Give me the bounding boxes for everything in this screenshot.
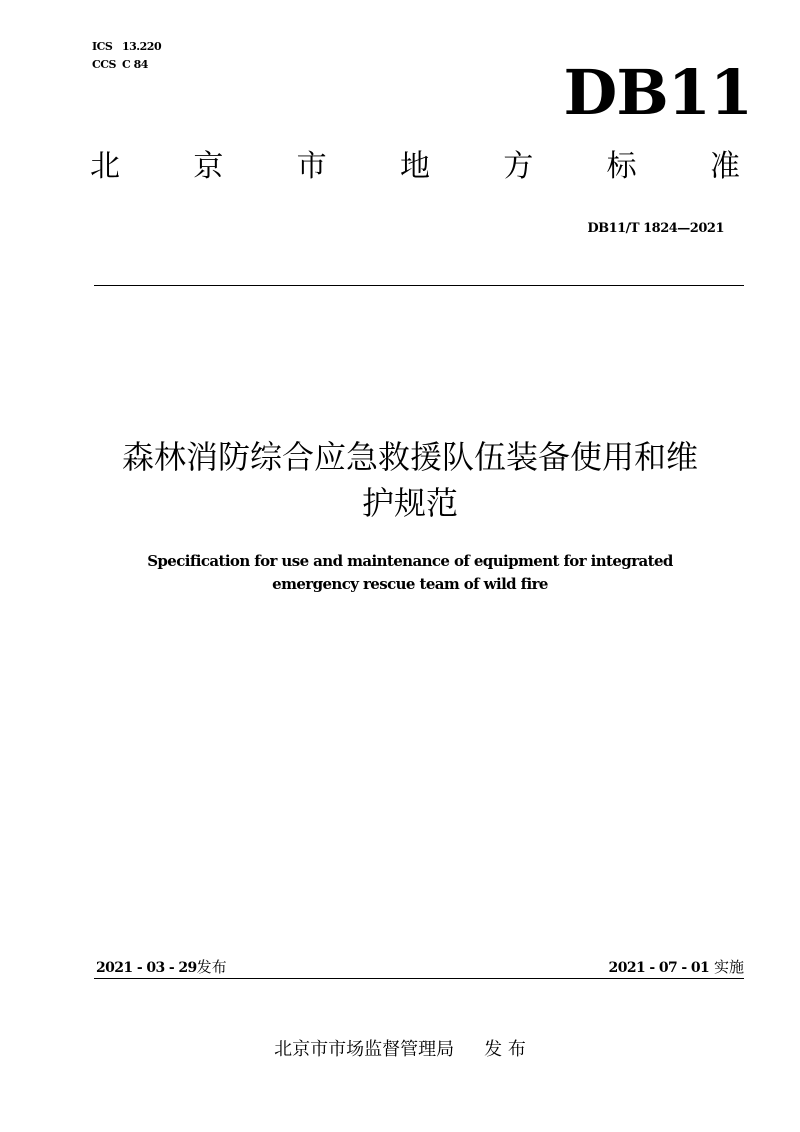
standard-type-char: 地 <box>399 149 430 184</box>
english-title <box>70 550 750 596</box>
publisher <box>0 1035 800 1061</box>
publisher-name: 北京市市场监督管理局 <box>274 1039 455 1060</box>
ccs-code <box>92 58 148 71</box>
standard-type-char: 市 <box>296 149 327 184</box>
standard-type-char: 方 <box>503 149 534 184</box>
chinese-title-line: 护规范 <box>361 484 458 522</box>
implementation-date <box>609 956 744 977</box>
english-title-line: Specification for use and maintenance of equipment for integrated <box>147 552 673 570</box>
release-date-value: 2021 - 03 - 29 <box>96 960 197 976</box>
ccs-label: CCS <box>92 58 116 71</box>
implementation-date-value: 2021 - 07 - 01 <box>608 960 710 976</box>
implementation-label: 实施 <box>713 958 744 976</box>
standard-number: DB11/T 1824—2021 <box>587 221 724 236</box>
release-date <box>96 956 227 977</box>
ics-code <box>92 40 161 53</box>
standard-type-char: 准 <box>709 149 740 184</box>
publisher-action: 发 布 <box>484 1039 526 1060</box>
chinese-title <box>70 434 750 526</box>
release-label: 发布 <box>196 958 227 976</box>
ccs-value: C 84 <box>122 58 148 71</box>
standard-type-char: 标 <box>606 149 637 184</box>
chinese-title-line: 森林消防综合应急救援队伍装备使用和维 <box>121 438 698 476</box>
standard-type <box>90 149 740 184</box>
ics-label: ICS <box>92 40 113 53</box>
standard-logo: DB11 <box>563 56 752 129</box>
ics-value: 13.220 <box>122 40 162 53</box>
standard-type-char: 北 <box>90 149 120 184</box>
header-divider <box>94 285 744 286</box>
footer-divider <box>94 978 744 979</box>
standard-type-char: 京 <box>193 149 224 184</box>
english-title-line: emergency rescue team of wild fire <box>272 575 548 593</box>
